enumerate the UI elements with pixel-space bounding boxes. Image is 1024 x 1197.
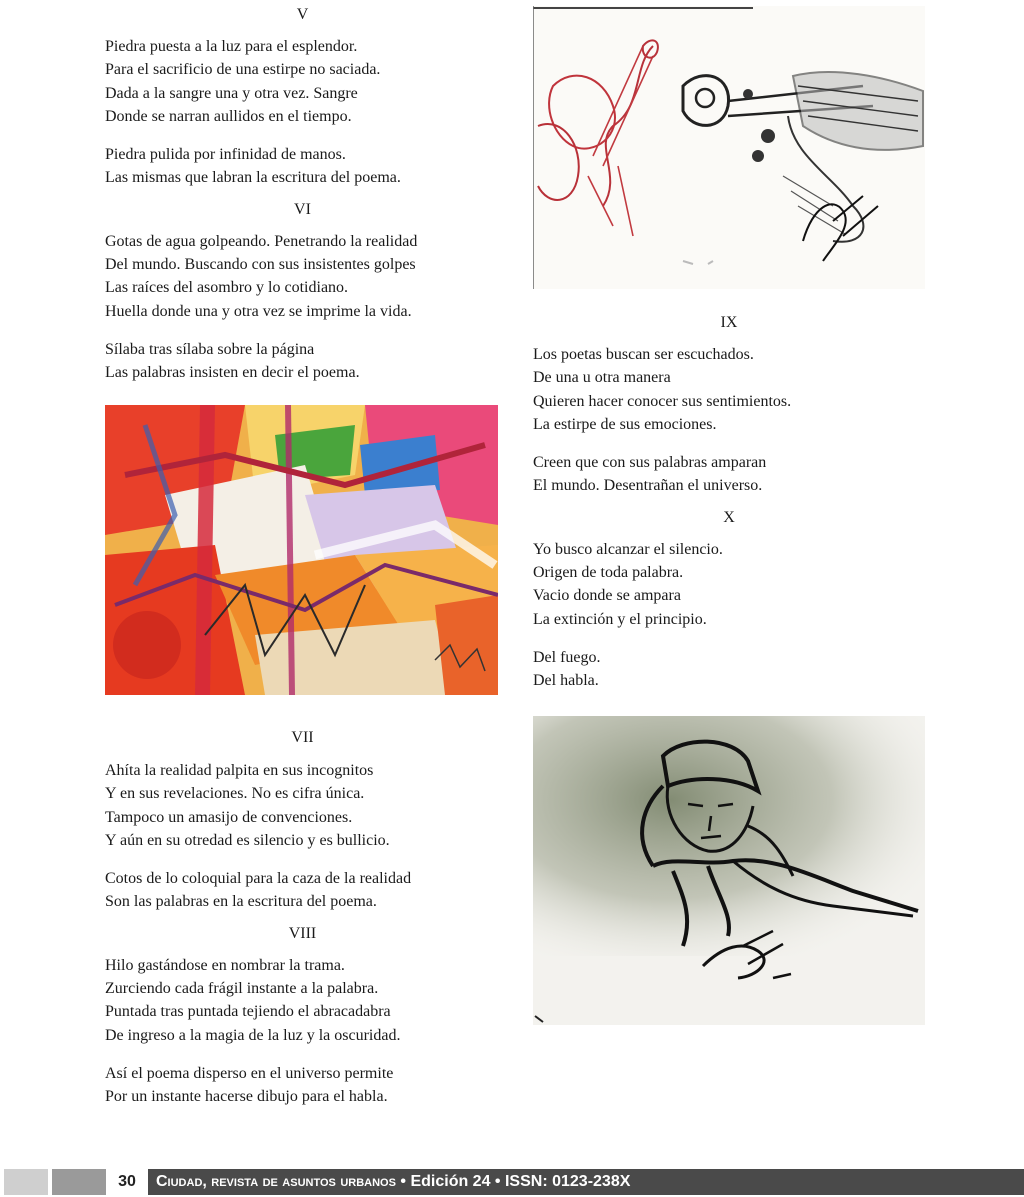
verse-line: Del fuego. [533, 648, 601, 666]
verse-line: Y en sus revelaciones. No es cifra única. [105, 785, 365, 803]
poem-section-ix [533, 312, 925, 498]
verse-line: Las palabras insisten en decir el poema. [105, 364, 360, 382]
poem-section-x [533, 507, 925, 693]
stanza [105, 35, 500, 128]
poem-section-vi [105, 199, 500, 385]
abstract-painting-image [105, 405, 498, 695]
verse-line: Del habla. [533, 672, 599, 690]
verse-line: Dada a la sangre una y otra vez. Sangre [105, 84, 358, 102]
section-numeral: VI [294, 200, 311, 218]
stanza [105, 954, 500, 1047]
footer-bar [148, 1169, 1024, 1195]
stanza [105, 1062, 500, 1109]
edition-label: Edición 24 [410, 1173, 491, 1190]
verse-line: Ahíta la realidad palpita en sus incognitos [105, 762, 374, 779]
page-footer [0, 1167, 1024, 1197]
left-column-lower [105, 727, 500, 1109]
issn-label: ISSN: 0123-238X [504, 1173, 631, 1190]
verse-line: Donde se narran aullidos en el tiempo. [105, 107, 352, 125]
poem-section-viii [105, 923, 500, 1109]
section-numeral: IX [720, 314, 738, 331]
violin-sketch-image [533, 6, 925, 289]
verse-line: Por un instante hacerse dibujo para el habla. [105, 1088, 388, 1106]
verse-line: De una u otra manera [533, 369, 671, 387]
stanza [105, 867, 500, 914]
verse-line: Tampoco un amasijo de convenciones. [105, 808, 353, 826]
abstract-painting [105, 405, 498, 695]
verse-line: Del mundo. Buscando con sus insistentes golpes [105, 256, 416, 274]
right-column [533, 312, 925, 693]
footer-separator: • [490, 1173, 505, 1190]
violin-sketch [533, 6, 925, 289]
verse-line: Sílaba tras sílaba sobre la página [105, 340, 315, 358]
stanza [533, 538, 925, 631]
section-numeral: X [723, 508, 735, 526]
verse-line: Para el sacrificio de una estirpe no saciada. [105, 61, 381, 79]
verse-line: Así el poema disperso en el universo permite [105, 1064, 394, 1082]
verse-line: Yo busco alcanzar el silencio. [533, 540, 723, 558]
verse-line: Gotas de agua golpeando. Penetrando la realidad [105, 232, 418, 250]
verse-line: Puntada tras puntada tejiendo el abracadabra [105, 1003, 391, 1021]
verse-line: Las raíces del asombro y lo cotidiano. [105, 279, 349, 297]
figure-sketch-image [533, 716, 925, 1025]
verse-line: Vacio donde se ampara [533, 587, 681, 605]
verse-line: Zurciendo cada frágil instante a la palabra. [105, 980, 379, 998]
poem-section-v [105, 4, 500, 190]
footer-text [156, 1169, 630, 1195]
footer-separator: • [395, 1173, 411, 1190]
verse-line: Origen de toda palabra. [533, 564, 684, 582]
section-numeral: V [296, 6, 309, 23]
verse-line: Cotos de lo coloquial para la caza de la realidad [105, 870, 412, 888]
verse-line: De ingreso a la magia de la luz y la oscuridad. [105, 1026, 401, 1044]
stanza [105, 143, 500, 190]
stanza [105, 338, 500, 385]
verse-line: Y aún en su otredad es silencio y es bullicio. [105, 831, 390, 849]
poem-section-vii [105, 727, 500, 914]
stanza [105, 759, 500, 852]
stanza [105, 230, 500, 323]
verse-line: La extinción y el principio. [533, 610, 707, 628]
verse-line: Son las palabras en la escritura del poema. [105, 893, 377, 911]
verse-line: Creen que con sus palabras amparan [533, 454, 767, 472]
verse-line: Las mismas que labran la escritura del poema. [105, 169, 401, 187]
verse-line: Piedra puesta a la luz para el esplendor. [105, 38, 358, 55]
section-numeral: VII [291, 729, 314, 746]
footer-decor-block [52, 1169, 106, 1195]
section-numeral: VIII [288, 924, 317, 942]
verse-line: Hilo gastándose en nombrar la trama. [105, 956, 345, 974]
publication-name: Ciudad, revista de asuntos urbanos [156, 1173, 396, 1190]
page-number: 30 [106, 1169, 148, 1195]
footer-decor-block [4, 1169, 48, 1195]
figure-sketch [533, 716, 925, 1025]
stanza [533, 646, 925, 693]
stanza [533, 451, 925, 498]
left-column [105, 4, 500, 385]
verse-line: Huella donde una y otra vez se imprime la vida. [105, 302, 412, 320]
verse-line: Piedra pulida por infinidad de manos. [105, 146, 346, 164]
verse-line: Los poetas buscan ser escuchados. [533, 346, 754, 363]
verse-line: La estirpe de sus emociones. [533, 415, 717, 433]
stanza [533, 343, 925, 436]
verse-line: Quieren hacer conocer sus sentimientos. [533, 392, 792, 410]
verse-line: El mundo. Desentrañan el universo. [533, 477, 763, 495]
